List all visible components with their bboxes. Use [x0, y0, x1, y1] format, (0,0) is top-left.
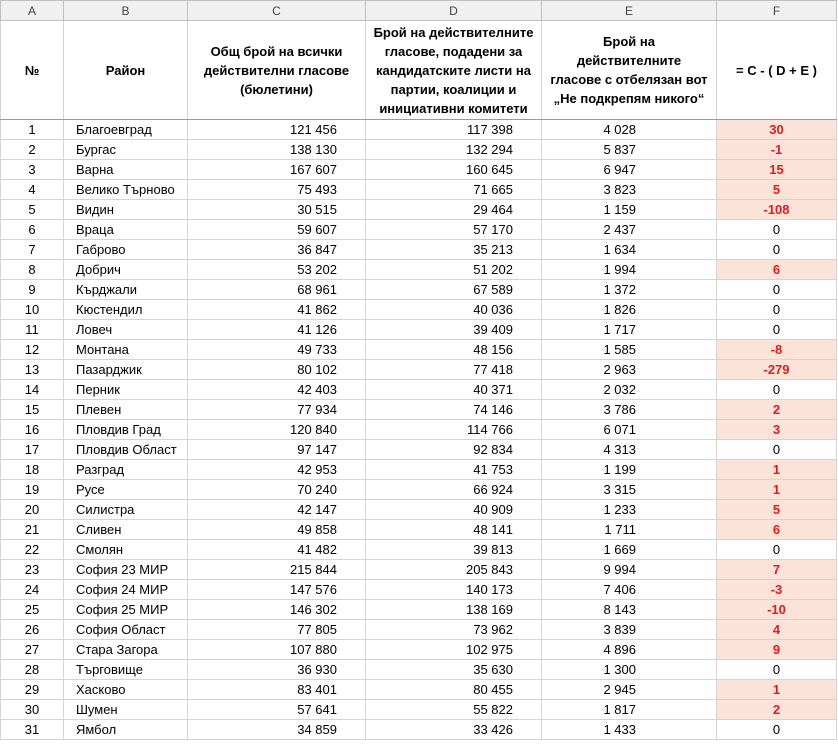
cell-difference[interactable]: 2 [717, 400, 837, 420]
cell-district[interactable]: Плевен [64, 400, 188, 420]
cell-total-votes[interactable]: 77 934 [188, 400, 366, 420]
cell-district[interactable]: Смолян [64, 540, 188, 560]
cell-none-votes[interactable]: 1 669 [542, 540, 717, 560]
cell-number[interactable]: 7 [1, 240, 64, 260]
cell-party-votes[interactable]: 40 036 [366, 300, 542, 320]
cell-number[interactable]: 6 [1, 220, 64, 240]
cell-number[interactable]: 10 [1, 300, 64, 320]
table-row [1, 520, 837, 540]
cell-total-votes[interactable]: 42 147 [188, 500, 366, 520]
column-header-c[interactable]: C [188, 1, 366, 21]
cell-party-votes[interactable]: 29 464 [366, 200, 542, 220]
cell-none-votes[interactable]: 3 786 [542, 400, 717, 420]
table-row [1, 200, 837, 220]
cell-party-votes[interactable]: 114 766 [366, 420, 542, 440]
table-row [1, 680, 837, 700]
cell-number[interactable]: 11 [1, 320, 64, 340]
table-row [1, 260, 837, 280]
cell-difference[interactable]: 0 [717, 320, 837, 340]
cell-total-votes[interactable]: 83 401 [188, 680, 366, 700]
cell-difference[interactable]: 1 [717, 480, 837, 500]
cell-total-votes[interactable]: 36 847 [188, 240, 366, 260]
header-cell-none-votes[interactable]: Брой на действителните гласове с отбелязан вот „Не подкрепям никого“ [542, 21, 717, 120]
table-row [1, 560, 837, 580]
table-row [1, 160, 837, 180]
cell-party-votes[interactable]: 48 156 [366, 340, 542, 360]
cell-district[interactable]: София 25 МИР [64, 600, 188, 620]
cell-party-votes[interactable]: 205 843 [366, 560, 542, 580]
cell-none-votes[interactable]: 9 994 [542, 560, 717, 580]
cell-district[interactable]: Пловдив Област [64, 440, 188, 460]
table-row [1, 340, 837, 360]
cell-difference[interactable]: -3 [717, 580, 837, 600]
cell-number[interactable]: 29 [1, 680, 64, 700]
cell-difference[interactable]: 1 [717, 680, 837, 700]
cell-none-votes[interactable]: 1 233 [542, 500, 717, 520]
cell-number[interactable]: 16 [1, 420, 64, 440]
cell-none-votes[interactable]: 7 406 [542, 580, 717, 600]
cell-number[interactable]: 9 [1, 280, 64, 300]
table-row [1, 400, 837, 420]
cell-total-votes[interactable]: 167 607 [188, 160, 366, 180]
cell-district[interactable]: Търговище [64, 660, 188, 680]
cell-total-votes[interactable]: 59 607 [188, 220, 366, 240]
cell-district[interactable]: Габрово [64, 240, 188, 260]
cell-difference[interactable]: 0 [717, 660, 837, 680]
cell-district[interactable]: Враца [64, 220, 188, 240]
cell-number[interactable]: 20 [1, 500, 64, 520]
cell-difference[interactable]: 0 [717, 240, 837, 260]
cell-district[interactable]: Кърджали [64, 280, 188, 300]
cell-number[interactable]: 2 [1, 140, 64, 160]
column-header-e[interactable]: E [542, 1, 717, 21]
cell-district[interactable]: Ловеч [64, 320, 188, 340]
table-row [1, 420, 837, 440]
cell-party-votes[interactable]: 67 589 [366, 280, 542, 300]
cell-none-votes[interactable]: 2 963 [542, 360, 717, 380]
cell-none-votes[interactable]: 2 032 [542, 380, 717, 400]
table-row [1, 380, 837, 400]
cell-total-votes[interactable]: 80 102 [188, 360, 366, 380]
cell-total-votes[interactable]: 41 482 [188, 540, 366, 560]
cell-district[interactable]: Хасково [64, 680, 188, 700]
cell-number[interactable]: 18 [1, 460, 64, 480]
cell-party-votes[interactable]: 132 294 [366, 140, 542, 160]
cell-difference[interactable]: 6 [717, 260, 837, 280]
cell-none-votes[interactable]: 1 585 [542, 340, 717, 360]
cell-difference[interactable]: 0 [717, 440, 837, 460]
cell-difference[interactable]: 6 [717, 520, 837, 540]
table-row [1, 500, 837, 520]
cell-difference[interactable]: -1 [717, 140, 837, 160]
cell-party-votes[interactable]: 41 753 [366, 460, 542, 480]
cell-total-votes[interactable]: 53 202 [188, 260, 366, 280]
cell-none-votes[interactable]: 4 896 [542, 640, 717, 660]
cell-party-votes[interactable]: 71 665 [366, 180, 542, 200]
table-row [1, 320, 837, 340]
column-header-f[interactable]: F [717, 1, 837, 21]
cell-number[interactable]: 4 [1, 180, 64, 200]
cell-none-votes[interactable]: 3 315 [542, 480, 717, 500]
column-header-a[interactable]: A [1, 1, 64, 21]
cell-district[interactable]: Стара Загора [64, 640, 188, 660]
cell-party-votes[interactable]: 73 962 [366, 620, 542, 640]
cell-district[interactable]: Монтана [64, 340, 188, 360]
cell-party-votes[interactable]: 39 813 [366, 540, 542, 560]
cell-difference[interactable]: 0 [717, 280, 837, 300]
cell-number[interactable]: 3 [1, 160, 64, 180]
table-row [1, 300, 837, 320]
cell-difference[interactable]: 9 [717, 640, 837, 660]
cell-total-votes[interactable]: 42 953 [188, 460, 366, 480]
cell-none-votes[interactable]: 6 947 [542, 160, 717, 180]
table-row [1, 440, 837, 460]
table-row [1, 580, 837, 600]
cell-none-votes[interactable]: 4 028 [542, 120, 717, 140]
cell-total-votes[interactable]: 77 805 [188, 620, 366, 640]
table-row [1, 620, 837, 640]
column-header-d[interactable]: D [366, 1, 542, 21]
cell-total-votes[interactable]: 147 576 [188, 580, 366, 600]
cell-none-votes[interactable]: 1 826 [542, 300, 717, 320]
cell-number[interactable]: 13 [1, 360, 64, 380]
table-row [1, 180, 837, 200]
table-row [1, 700, 837, 720]
cell-party-votes[interactable]: 40 371 [366, 380, 542, 400]
cell-total-votes[interactable]: 75 493 [188, 180, 366, 200]
cell-none-votes[interactable]: 2 945 [542, 680, 717, 700]
cell-none-votes[interactable]: 6 071 [542, 420, 717, 440]
cell-party-votes[interactable]: 40 909 [366, 500, 542, 520]
cell-total-votes[interactable]: 70 240 [188, 480, 366, 500]
cell-district[interactable]: Шумен [64, 700, 188, 720]
table-row [1, 540, 837, 560]
cell-number[interactable]: 22 [1, 540, 64, 560]
cell-number[interactable]: 14 [1, 380, 64, 400]
cell-difference[interactable]: -10 [717, 600, 837, 620]
cell-number[interactable]: 8 [1, 260, 64, 280]
cell-party-votes[interactable]: 55 822 [366, 700, 542, 720]
cell-number[interactable]: 23 [1, 560, 64, 580]
cell-party-votes[interactable]: 66 924 [366, 480, 542, 500]
cell-district[interactable]: Видин [64, 200, 188, 220]
cell-district[interactable]: Перник [64, 380, 188, 400]
table-row [1, 660, 837, 680]
header-cell-total-votes[interactable]: Общ брой на всички действителни гласове (бюлетини) [188, 21, 366, 120]
cell-difference[interactable]: 0 [717, 300, 837, 320]
cell-total-votes[interactable]: 41 126 [188, 320, 366, 340]
cell-number[interactable]: 12 [1, 340, 64, 360]
cell-none-votes[interactable]: 1 372 [542, 280, 717, 300]
cell-total-votes[interactable]: 215 844 [188, 560, 366, 580]
table-row [1, 120, 837, 140]
cell-difference[interactable]: 4 [717, 620, 837, 640]
cell-difference[interactable]: 0 [717, 540, 837, 560]
cell-district[interactable]: Русе [64, 480, 188, 500]
cell-party-votes[interactable]: 48 141 [366, 520, 542, 540]
cell-none-votes[interactable]: 1 159 [542, 200, 717, 220]
cell-party-votes[interactable]: 160 645 [366, 160, 542, 180]
header-cell-number[interactable]: № [1, 21, 64, 120]
cell-total-votes[interactable]: 49 858 [188, 520, 366, 540]
cell-district[interactable]: София 24 МИР [64, 580, 188, 600]
cell-difference[interactable]: 7 [717, 560, 837, 580]
cell-difference[interactable]: 0 [717, 220, 837, 240]
cell-party-votes[interactable]: 140 173 [366, 580, 542, 600]
cell-difference[interactable]: -108 [717, 200, 837, 220]
title-row [1, 21, 837, 120]
cell-total-votes[interactable]: 120 840 [188, 420, 366, 440]
cell-difference[interactable]: 2 [717, 700, 837, 720]
cell-party-votes[interactable]: 51 202 [366, 260, 542, 280]
cell-difference[interactable]: 1 [717, 460, 837, 480]
cell-party-votes[interactable]: 35 630 [366, 660, 542, 680]
cell-party-votes[interactable]: 39 409 [366, 320, 542, 340]
column-header-b[interactable]: B [64, 1, 188, 21]
table-row [1, 480, 837, 500]
header-cell-party-votes[interactable]: Брой на действителните гласове, подадени за кандидатските листи на партии, коалиции и инициативни комитети [366, 21, 542, 120]
cell-difference[interactable]: 5 [717, 500, 837, 520]
cell-total-votes[interactable]: 42 403 [188, 380, 366, 400]
cell-party-votes[interactable]: 35 213 [366, 240, 542, 260]
cell-number[interactable]: 21 [1, 520, 64, 540]
cell-total-votes[interactable]: 36 930 [188, 660, 366, 680]
cell-party-votes[interactable]: 80 455 [366, 680, 542, 700]
header-cell-formula[interactable]: = C - ( D + E ) [717, 21, 837, 120]
cell-district[interactable]: Варна [64, 160, 188, 180]
cell-difference[interactable]: 15 [717, 160, 837, 180]
cell-none-votes[interactable]: 1 199 [542, 460, 717, 480]
cell-total-votes[interactable]: 34 859 [188, 720, 366, 740]
cell-number[interactable]: 17 [1, 440, 64, 460]
cell-district[interactable]: Велико Търново [64, 180, 188, 200]
cell-total-votes[interactable]: 57 641 [188, 700, 366, 720]
cell-difference[interactable]: 5 [717, 180, 837, 200]
table-row [1, 460, 837, 480]
cell-party-votes[interactable]: 57 170 [366, 220, 542, 240]
cell-difference[interactable]: 30 [717, 120, 837, 140]
cell-none-votes[interactable]: 3 839 [542, 620, 717, 640]
cell-none-votes[interactable]: 2 437 [542, 220, 717, 240]
cell-difference[interactable]: -279 [717, 360, 837, 380]
header-cell-district[interactable]: Район [64, 21, 188, 120]
cell-district[interactable]: Ямбол [64, 720, 188, 740]
cell-none-votes[interactable]: 5 837 [542, 140, 717, 160]
cell-number[interactable]: 19 [1, 480, 64, 500]
cell-district[interactable]: Сливен [64, 520, 188, 540]
cell-total-votes[interactable]: 41 862 [188, 300, 366, 320]
table-row [1, 280, 837, 300]
cell-none-votes[interactable]: 1 994 [542, 260, 717, 280]
cell-difference[interactable]: 0 [717, 380, 837, 400]
cell-none-votes[interactable]: 1 717 [542, 320, 717, 340]
cell-total-votes[interactable]: 97 147 [188, 440, 366, 460]
cell-district[interactable]: Добрич [64, 260, 188, 280]
cell-none-votes[interactable]: 1 433 [542, 720, 717, 740]
cell-district[interactable]: Пловдив Град [64, 420, 188, 440]
cell-difference[interactable]: 0 [717, 720, 837, 740]
cell-district[interactable]: София 23 МИР [64, 560, 188, 580]
cell-party-votes[interactable]: 102 975 [366, 640, 542, 660]
column-letter-header-row [1, 1, 837, 21]
cell-difference[interactable]: -8 [717, 340, 837, 360]
cell-none-votes[interactable]: 1 711 [542, 520, 717, 540]
cell-district[interactable]: Пазарджик [64, 360, 188, 380]
cell-total-votes[interactable]: 121 456 [188, 120, 366, 140]
table-row [1, 600, 837, 620]
cell-total-votes[interactable]: 49 733 [188, 340, 366, 360]
cell-party-votes[interactable]: 138 169 [366, 600, 542, 620]
cell-number[interactable]: 24 [1, 580, 64, 600]
cell-district[interactable]: София Област [64, 620, 188, 640]
cell-party-votes[interactable]: 74 146 [366, 400, 542, 420]
cell-district[interactable]: Благоевград [64, 120, 188, 140]
cell-total-votes[interactable]: 107 880 [188, 640, 366, 660]
cell-number[interactable]: 31 [1, 720, 64, 740]
cell-district[interactable]: Разград [64, 460, 188, 480]
cell-number[interactable]: 28 [1, 660, 64, 680]
table-row [1, 720, 837, 740]
cell-party-votes[interactable]: 77 418 [366, 360, 542, 380]
cell-total-votes[interactable]: 30 515 [188, 200, 366, 220]
cell-number[interactable]: 26 [1, 620, 64, 640]
cell-difference[interactable]: 3 [717, 420, 837, 440]
cell-district[interactable]: Силистра [64, 500, 188, 520]
table-row [1, 640, 837, 660]
cell-number[interactable]: 1 [1, 120, 64, 140]
cell-none-votes[interactable]: 8 143 [542, 600, 717, 620]
cell-number[interactable]: 27 [1, 640, 64, 660]
cell-total-votes[interactable]: 138 130 [188, 140, 366, 160]
cell-party-votes[interactable]: 33 426 [366, 720, 542, 740]
cell-none-votes[interactable]: 1 634 [542, 240, 717, 260]
table-row [1, 220, 837, 240]
cell-none-votes[interactable]: 4 313 [542, 440, 717, 460]
cell-district[interactable]: Бургас [64, 140, 188, 160]
cell-number[interactable]: 5 [1, 200, 64, 220]
cell-none-votes[interactable]: 3 823 [542, 180, 717, 200]
cell-party-votes[interactable]: 92 834 [366, 440, 542, 460]
cell-none-votes[interactable]: 1 817 [542, 700, 717, 720]
cell-number[interactable]: 15 [1, 400, 64, 420]
cell-district[interactable]: Кюстендил [64, 300, 188, 320]
cell-number[interactable]: 30 [1, 700, 64, 720]
cell-total-votes[interactable]: 146 302 [188, 600, 366, 620]
table-row [1, 360, 837, 380]
table-row [1, 240, 837, 260]
cell-number[interactable]: 25 [1, 600, 64, 620]
cell-party-votes[interactable]: 117 398 [366, 120, 542, 140]
cell-total-votes[interactable]: 68 961 [188, 280, 366, 300]
cell-none-votes[interactable]: 1 300 [542, 660, 717, 680]
table-row [1, 140, 837, 160]
